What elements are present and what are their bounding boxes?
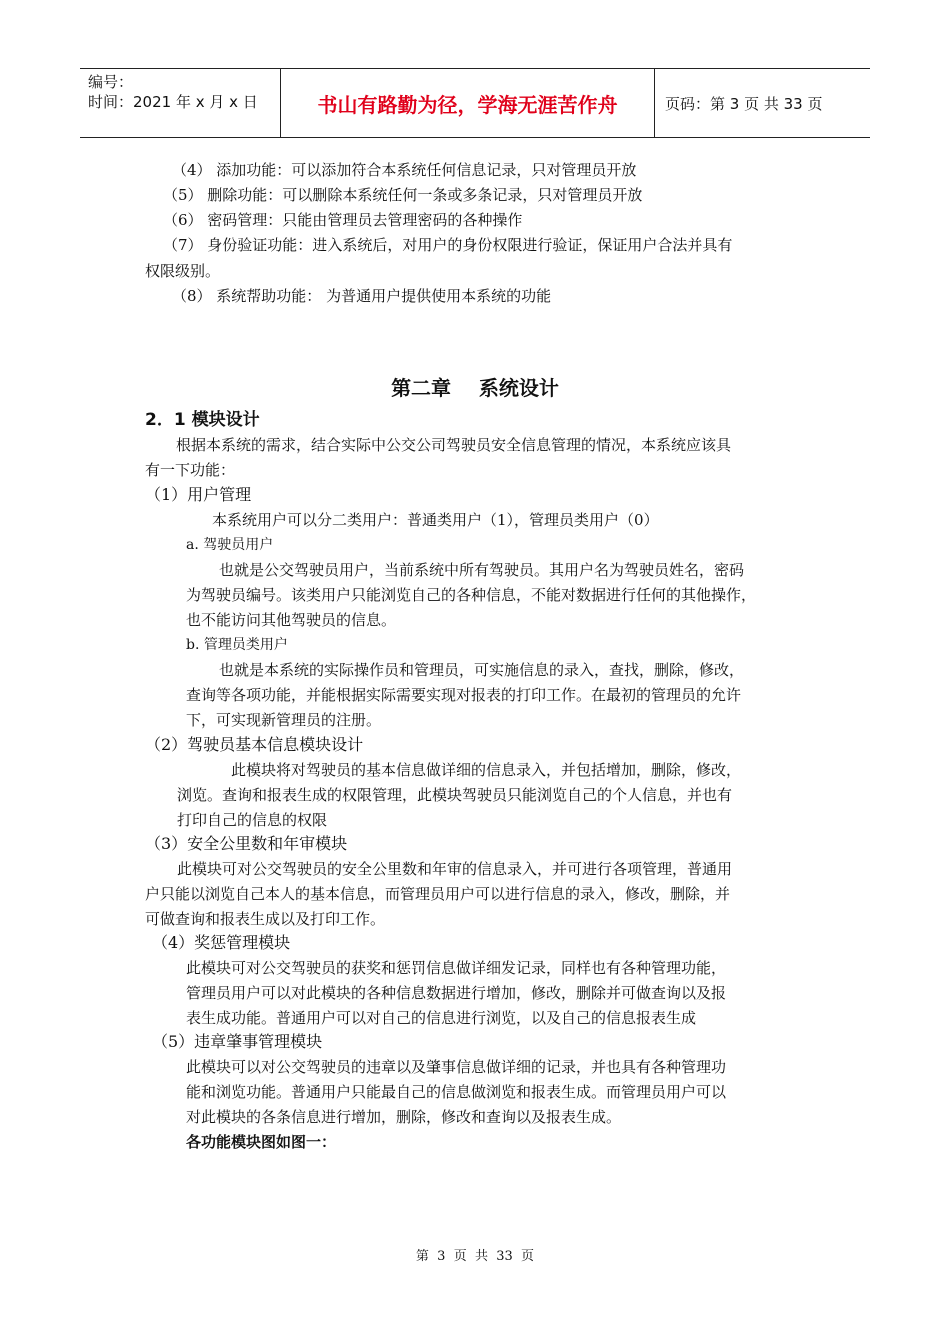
paragraph-line: 此模块可对公交驾驶员的安全公里数和年审的信息录入，并可进行各项管理，普通用 bbox=[177, 860, 733, 878]
sub-title: b. 管理员类用户 bbox=[186, 637, 288, 653]
chapter-title: 第二章 系统设计 bbox=[391, 376, 559, 400]
paragraph-line: 此模块可对公交驾驶员的获奖和惩罚信息做详细发记录，同样也有各种管理功能， bbox=[186, 959, 727, 977]
paragraph-line: 根据本系统的需求，结合实际中公交公司驾驶员安全信息管理的情况，本系统应该具 bbox=[176, 436, 732, 454]
section-title: 2．1 模块设计 bbox=[145, 410, 260, 430]
module-title: （2）驾驶员基本信息模块设计 bbox=[145, 735, 364, 754]
paragraph-line: 此模块可以对公交驾驶员的违章以及肇事信息做详细的记录，并也具有各种管理功 bbox=[186, 1058, 727, 1076]
page-footer: 第 3 页 共 33 页 bbox=[415, 1249, 535, 1264]
paragraph-line: 打印自己的信息的权限 bbox=[177, 811, 328, 829]
paragraph-line: 户只能以浏览自己本人的基本信息，而管理员用户可以进行信息的录入，修改，删除，并 bbox=[145, 885, 731, 903]
list-item: （4） 添加功能：可以添加符合本系统任何信息记录，只对管理员开放 bbox=[172, 161, 637, 179]
page-header bbox=[80, 68, 870, 138]
list-item: （5） 删除功能：可以删除本系统任何一条或多条记录，只对管理员开放 bbox=[163, 186, 643, 204]
paragraph-line: 也就是本系统的实际操作员和管理员，可实施信息的录入，查找，删除，修改， bbox=[219, 661, 745, 679]
paragraph-line: 本系统用户可以分二类用户：普通类用户（1），管理员类用户（0） bbox=[212, 511, 659, 529]
module-title: （4）奖惩管理模块 bbox=[152, 933, 291, 952]
list-item: （8） 系统帮助功能： 为普通用户提供使用本系统的功能 bbox=[172, 287, 552, 305]
time-label: 时间：2021 年 x 月 x 日 bbox=[88, 93, 258, 111]
paragraph-line: 有一下功能： bbox=[145, 461, 236, 479]
paragraph-line: 也不能访问其他驾驶员的信息。 bbox=[186, 611, 397, 629]
paragraph-line: 可做查询和报表生成以及打印工作。 bbox=[145, 910, 386, 928]
module-title: （5）违章肇事管理模块 bbox=[152, 1032, 323, 1051]
number-label: 编号： bbox=[88, 73, 134, 91]
header-meta bbox=[80, 69, 281, 137]
paragraph-line: 能和浏览功能。普通用户只能最自己的信息做浏览和报表生成。而管理员用户可以 bbox=[186, 1083, 727, 1101]
paragraph-line: 浏览。查询和报表生成的权限管理，此模块驾驶员只能浏览自己的个人信息，并也有 bbox=[177, 786, 733, 804]
paragraph-line: 管理员用户可以对此模块的各种信息数据进行增加，修改，删除并可做查询以及报 bbox=[186, 984, 727, 1002]
list-item: （7） 身份验证功能：进入系统后，对用户的身份权限进行验证，保证用户合法并具有 bbox=[163, 236, 733, 254]
paragraph-line: 也就是公交驾驶员用户，当前系统中所有驾驶员。其用户名为驾驶员姓名，密码 bbox=[219, 561, 745, 579]
paragraph-line: 此模块将对驾驶员的基本信息做详细的信息录入，并包括增加，删除，修改， bbox=[231, 761, 742, 779]
sub-title: a. 驾驶员用户 bbox=[186, 537, 274, 553]
header-motto: 书山有路勤为径，学海无涯苦作舟 bbox=[281, 69, 655, 137]
list-item-continuation: 权限级别。 bbox=[145, 262, 221, 280]
module-title: （3）安全公里数和年审模块 bbox=[145, 834, 348, 853]
figure-reference: 各功能模块图如图一： bbox=[186, 1133, 337, 1151]
module-title: （1）用户管理 bbox=[145, 485, 252, 504]
paragraph-line: 对此模块的各条信息进行增加，删除，修改和查询以及报表生成。 bbox=[186, 1108, 622, 1126]
paragraph-line: 下，可实现新管理员的注册。 bbox=[186, 711, 382, 729]
paragraph-line: 查询等各项功能，并能根据实际需要实现对报表的打印工作。在最初的管理员的允许 bbox=[186, 686, 742, 704]
list-item: （6） 密码管理：只能由管理员去管理密码的各种操作 bbox=[163, 211, 523, 229]
paragraph-line: 为驾驶员编号。该类用户只能浏览自己的各种信息，不能对数据进行任何的其他操作， bbox=[186, 586, 757, 604]
header-page-info: 页码：第 3 页 共 33 页 bbox=[665, 94, 823, 113]
paragraph-line: 表生成功能。普通用户可以对自己的信息进行浏览，以及自己的信息报表生成 bbox=[186, 1009, 697, 1027]
